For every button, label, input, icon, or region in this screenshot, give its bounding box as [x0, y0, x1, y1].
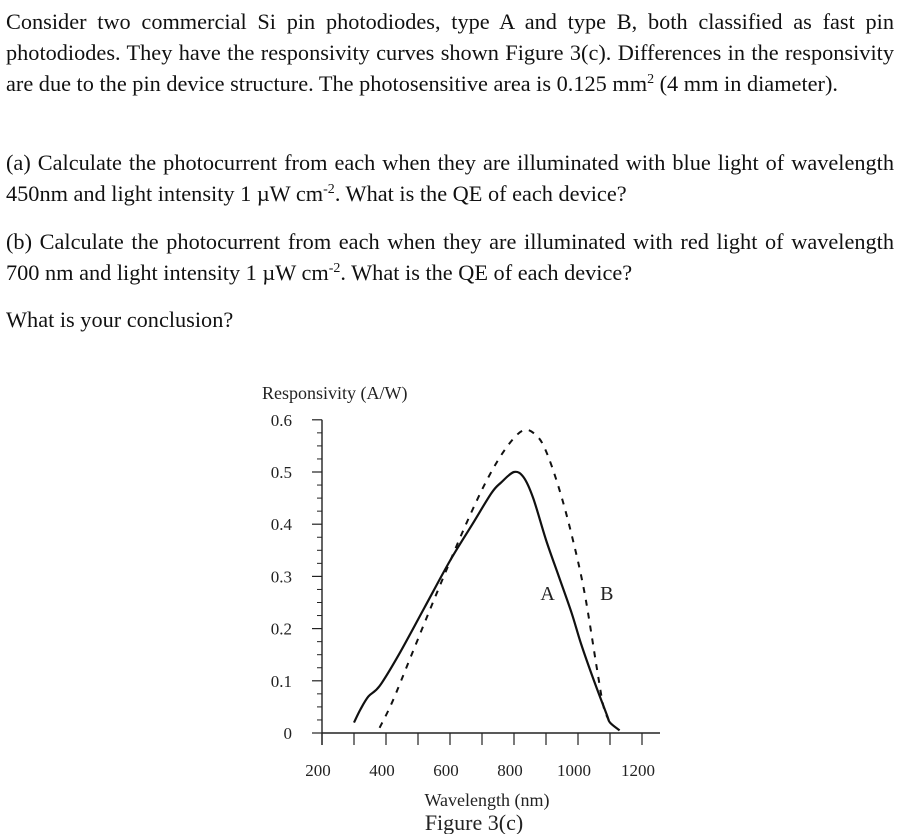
- part-b-text: (b) Calculate the photocurrent from each when they are illuminated with red light of wavelength 700 nm and light intensity 1 µW cm: [6, 229, 894, 285]
- part-b-text-end: . What is the QE of each device?: [340, 260, 633, 285]
- series-b-curve: [380, 430, 610, 728]
- figure-caption: Figure 3(c): [424, 810, 524, 834]
- curve-label-b: B: [600, 583, 614, 606]
- x-tick-label: 800: [497, 761, 523, 780]
- area-exponent: 2: [647, 72, 655, 87]
- curve-label-a: A: [540, 583, 555, 606]
- intro-text: Consider two commercial Si pin photodiodes, type A and type B, both classified as fast pin photodiodes. They have the responsivity curves shown Figure 3(c). Differences in the responsivity are due to the pin device structure. The photosensitive area is 0.125 mm: [6, 9, 894, 96]
- y-tick-label: 0.1: [270, 671, 292, 691]
- y-tick-label: 0.4: [270, 515, 292, 535]
- y-axis-title: Responsivity (A/W): [262, 383, 408, 403]
- part-a-text: (a) Calculate the photocurrent from each when they are illuminated with blue light of wavelength 450nm and light intensity 1 µW cm: [6, 150, 894, 206]
- y-tick-label: 0.3: [270, 567, 292, 587]
- x-axis-title: Wavelength (nm): [424, 790, 550, 810]
- y-tick-label: 0.2: [270, 619, 292, 639]
- x-tick-label: 1200: [621, 761, 655, 780]
- part-b-exponent: -2: [328, 261, 341, 276]
- x-tick-label: 200: [305, 761, 331, 780]
- x-tick-label: 1000: [557, 761, 591, 780]
- x-tick-label: 400: [369, 761, 395, 780]
- intro-text-end: (4 mm in diameter).: [654, 71, 838, 96]
- y-tick-label: 0.6: [270, 410, 292, 430]
- part-a-exponent: -2: [323, 182, 335, 197]
- series-a-curve: [354, 472, 620, 731]
- part-a-text-end: . What is the QE of each device?: [334, 181, 627, 206]
- y-tick-label: 0: [283, 724, 292, 743]
- conclusion-question: What is your conclusion?: [6, 307, 234, 332]
- y-tick-label: 0.5: [270, 463, 292, 482]
- x-tick-label: 600: [433, 761, 459, 780]
